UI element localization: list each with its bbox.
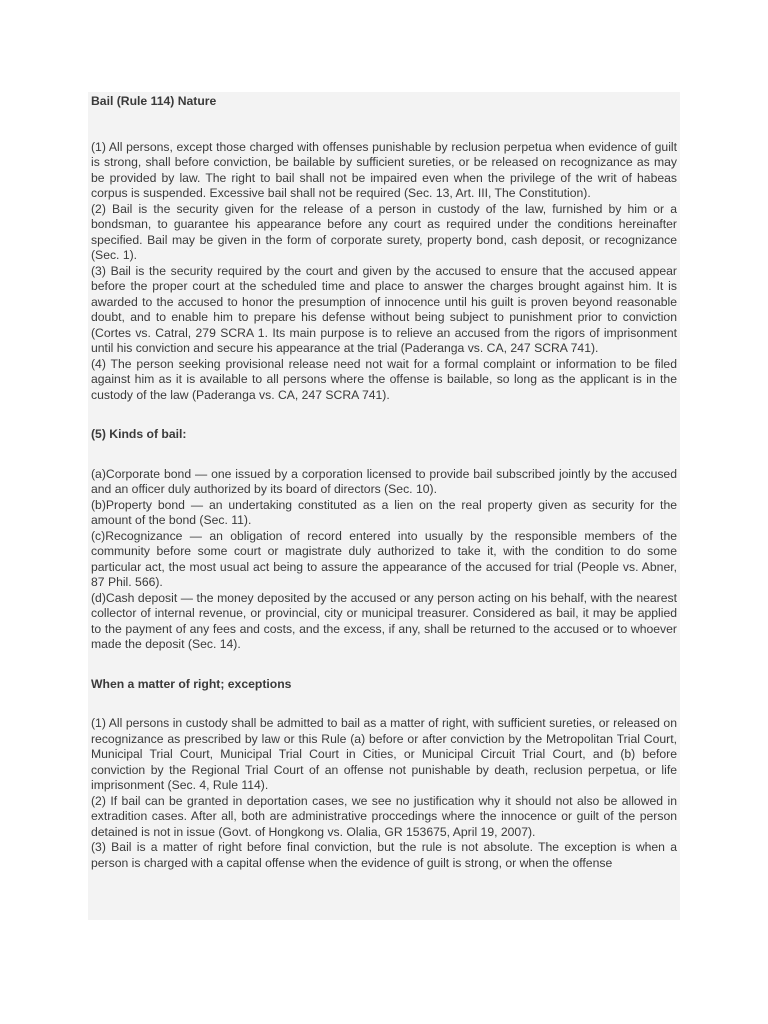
right-paragraph-3: (3) Bail is a matter of right before final conviction, but the rule is not absolute. The exception is when a person is charged with a capital offense when the evidence of guilt is strong, or when the offense — [91, 840, 677, 870]
nature-paragraph-3: (3) Bail is the security required by the court and given by the accused to ensure that the accused appear before the proper court at the scheduled time and place to answer the charges brought against him. It is awarded to the accused to honor the presumption of innocence until his guilt is proven beyond reasonable doubt, and to enable him to prepare his defense without being subject to punishment prior to conviction (Cortes vs. Catral, 279 SCRA 1. Its main purpose is to relieve an accused from the rigors of imprisonment until his conviction and secure his appearance at the trial (Paderanga vs. CA, 247 SCRA 741). — [91, 263, 677, 355]
right-paragraph-1: (1) All persons in custody shall be admitted to bail as a matter of right, with sufficient sureties, or released on recognizance as prescribed by law or this Rule (a) before or after conviction by the Metropolitan Trial Court, Municipal Trial Court, Municipal Trial Court in Cities, or Municipal Circuit Trial Court, and (b) before conviction by the Regional Trial Court of an offense not punishable by death, reclusion perpetua, or life imprisonment (Sec. 4, Rule 114). — [91, 716, 677, 792]
document-page — [88, 92, 680, 920]
nature-paragraph-2: (2) Bail is the security given for the release of a person in custody of the law, furnished by him or a bondsman, to guarantee his appearance before any court as required under the conditions hereinafter specified. Bail may be given in the form of corporate surety, property bond, cash deposit, or recognizance (Sec. 1). — [91, 201, 677, 262]
kinds-paragraph-a: (a)Corporate bond — one issued by a corporation licensed to provide bail subscribed jointly by the accused and an officer duly authorized by its board of directors (Sec. 10). — [91, 466, 677, 496]
spacer — [91, 110, 677, 140]
kinds-paragraph-b: (b)Property bond — an undertaking constituted as a lien on the real property given as security for the amount of the bond (Sec. 11). — [91, 497, 677, 527]
spacer — [91, 692, 677, 716]
document-title: Bail (Rule 114) Nature — [91, 94, 217, 108]
kinds-paragraph-d: (d)Cash deposit — the money deposited by the accused or any person acting on his behalf, with the nearest collector of internal revenue, or provincial, city or municipal treasurer. Considered as bail, it may be applied to the payment of any fees and costs, and the excess, if any, shall be returned to the accused or to whoever made the deposit (Sec. 14). — [91, 590, 677, 651]
document-content — [91, 94, 677, 871]
right-heading: When a matter of right; exceptions — [91, 676, 292, 691]
nature-paragraph-1: (1) All persons, except those charged with offenses punishable by reclusion perpetua when evidence of guilt is strong, shall before conviction, be bailable by sufficient sureties, or be released on recognizance as may be provided by law. The right to bail shall not be impaired even when the privilege of the writ of habeas corpus is suspended. Excessive bail shall not be required (Sec. 13, Art. III, The Constitution). — [91, 139, 677, 200]
nature-paragraph-4: (4) The person seeking provisional release need not wait for a formal complaint or information to be filed against him as it is available to all persons where the offense is bailable, so long as the applicant is in the custody of the law (Paderanga vs. CA, 247 SCRA 741). — [91, 356, 677, 402]
kinds-heading: (5) Kinds of bail: — [91, 427, 187, 441]
right-paragraph-2: (2) If bail can be granted in deportation cases, we see no justification why it should not also be allowed in extradition cases. After all, both are administrative proccedings where the innocence or guilt of the person detained is not in issue (Govt. of Hongkong vs. Olalia, GR 153675, April 19, 2007). — [91, 793, 677, 839]
spacer — [91, 443, 677, 467]
kinds-paragraph-c: (c)Recognizance — an obligation of record entered into usually by the responsible members of the community before some court or magistrate duly authorized to take it, with the condition to do some particular act, the most usual act being to assure the appearance of the accused for trial (People vs. Abner, 87 Phil. 566). — [91, 528, 677, 589]
spacer — [91, 403, 677, 427]
spacer — [91, 653, 677, 677]
